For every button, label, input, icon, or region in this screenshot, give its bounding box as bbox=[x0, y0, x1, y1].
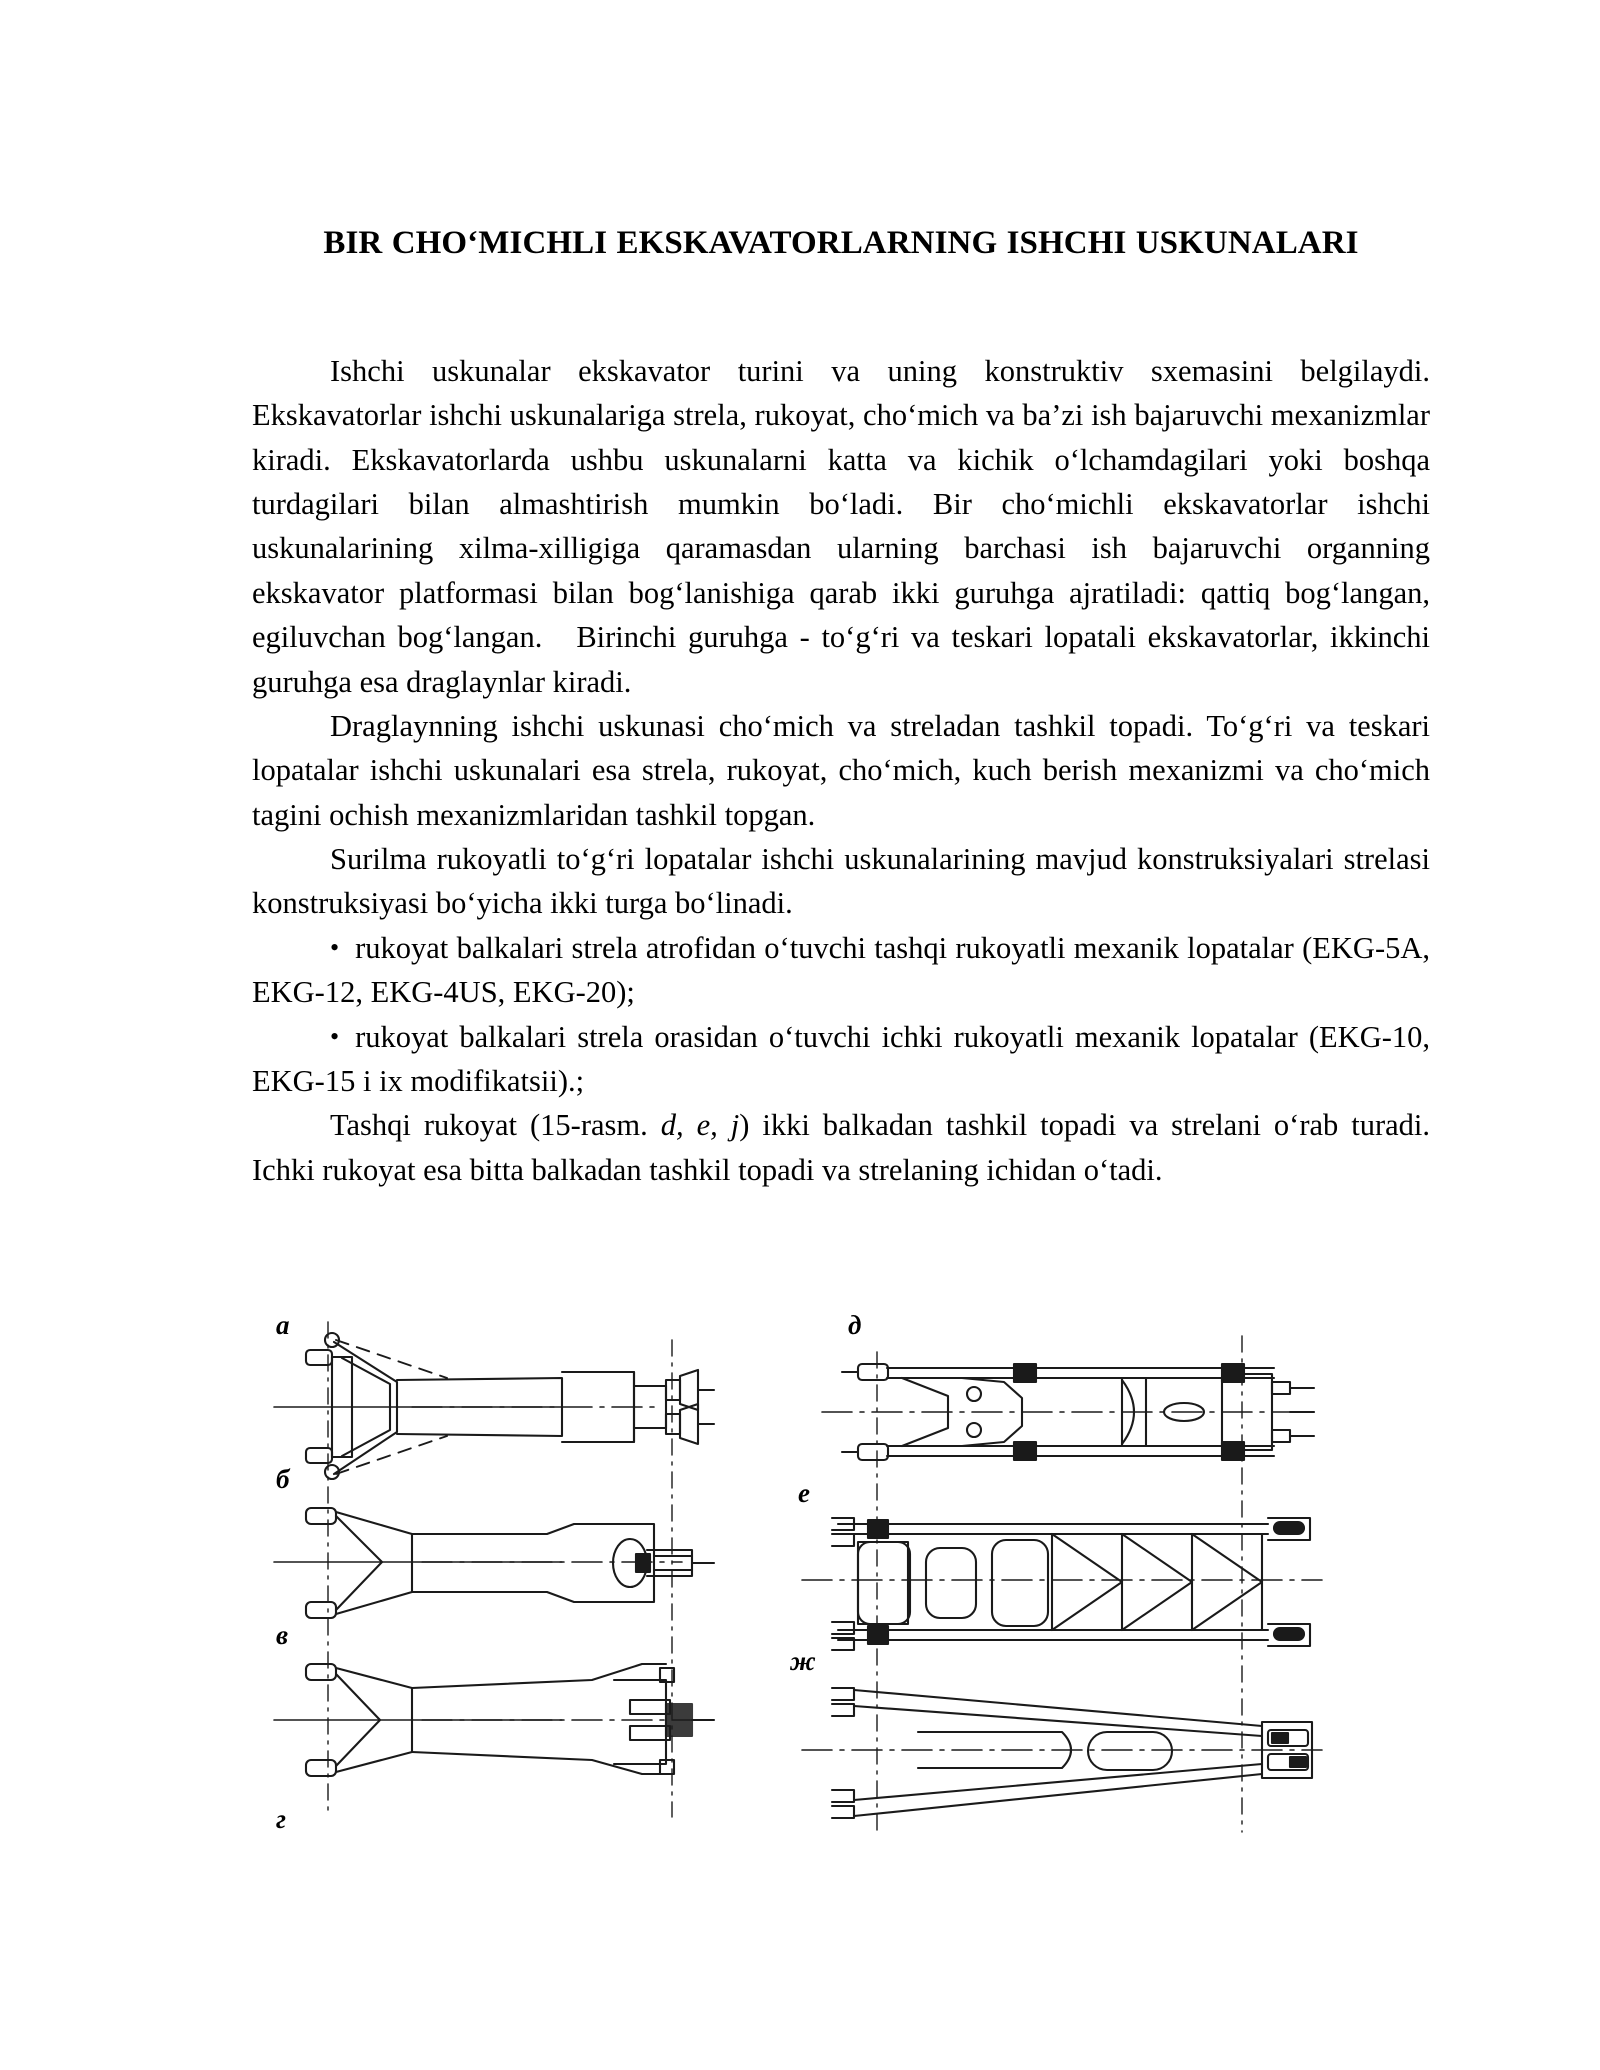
paragraph-1 bbox=[252, 349, 1430, 704]
figure-reference-prefix: Tashqi rukoyat (15-rasm. bbox=[330, 1108, 661, 1143]
paragraph-2-text: Birinchi guruhga - to‘g‘ri va teskari lopatali ekskavatorlar, ikkinchi guruhga esa draglaynlar kiradi. bbox=[252, 620, 1430, 699]
figure-reference-letters: d, e, j bbox=[660, 1108, 740, 1143]
figure-label-zh: ж bbox=[790, 1646, 816, 1676]
bullet-item-2 bbox=[252, 1015, 1430, 1104]
excavator-dipper-handle-drawing bbox=[262, 1312, 1362, 1872]
figure-label-v: в bbox=[276, 1620, 289, 1650]
bullet-marker-icon: • bbox=[330, 932, 340, 962]
figure-label-e: е bbox=[798, 1478, 810, 1508]
paragraph-4 bbox=[252, 837, 1430, 926]
bullet-item-2-text: rukoyat balkalari strela orasidan o‘tuvchi ichki rukoyatli mexanik lopatalar (EKG-10, EKG-15 i ix modifikatsii).; bbox=[252, 1019, 1430, 1098]
body-text bbox=[252, 349, 1430, 1192]
figure-label-d: д bbox=[848, 1312, 862, 1340]
view-a-drawing bbox=[274, 1333, 714, 1479]
figure-label-a: а bbox=[276, 1312, 290, 1340]
paragraph-4-text: Surilma rukoyatli to‘g‘ri lopatalar ishchi uskunalarining mavjud konstruksiyalari strelasi konstruksiyasi bo‘yicha ikki turga bo‘linadi. bbox=[252, 842, 1430, 921]
paragraph-1-text: Ishchi uskunalar ekskavator turini va uning konstruktiv sxemasini belgilaydi. Ekskavatorlar ishchi uskunalariga strela, rukoyat, cho‘mich va ba’zi ish bajaruvchi mexanizmlar kiradi. Ekskavatorlarda ushbu uskunalarni katta va kichik o‘lchamdagilari yoki boshqa turdagilari bilan almashtirish mumkin bo‘ladi. Bir cho‘michli ekskavatorlar ishchi uskunalarining xilma-xilligiga qaramasdan ularning barchasi ish bajaruvchi organning ekskavator platformasi bilan bog‘lanishiga qarab ikki guruhga ajratiladi: qattiq bog‘langan, egiluvchan bog‘langan. bbox=[252, 353, 1430, 655]
paragraph-3 bbox=[252, 704, 1430, 837]
figure-label-b: б bbox=[276, 1464, 290, 1494]
view-zh-drawing bbox=[802, 1688, 1322, 1818]
view-e-drawing bbox=[802, 1518, 1322, 1650]
view-b-drawing bbox=[274, 1508, 714, 1618]
paragraph-5 bbox=[252, 1103, 1430, 1192]
page-title: BIR CHO‘MICHLI EKSKAVATORLARNING ISHCHI USKUNALARI bbox=[323, 225, 1359, 261]
technical-drawing-figure bbox=[262, 1312, 1362, 1872]
page-content bbox=[252, 0, 1430, 1192]
paragraph-3-text: Draglaynning ishchi uskunasi cho‘mich va streladan tashkil topadi. To‘g‘ri va teskari lopatalar ishchi uskunalari esa strela, rukoyat, cho‘mich, kuch berish mexanizmi va cho‘mich tagini ochish mexanizmlaridan tashkil topgan. bbox=[252, 708, 1430, 832]
figure-reference-suffix: ) ikki balkadan tashkil topadi va strelani o‘rab turadi. Ichki rukoyat esa bitta balkadan tashkil topadi va strelaning ichidan o‘tadi. bbox=[252, 1108, 1431, 1187]
bullet-item-1 bbox=[252, 926, 1430, 1015]
datum-line-left bbox=[328, 1322, 672, 1817]
figure-label-g: г bbox=[276, 1804, 286, 1834]
view-v-drawing bbox=[274, 1664, 714, 1776]
bullet-marker-icon: • bbox=[330, 1021, 340, 1051]
bullet-item-1-text: rukoyat balkalari strela atrofidan o‘tuvchi tashqi rukoyatli mexanik lopatalar (EKG-5A, EKG-12, EKG-4US, EKG-20); bbox=[252, 930, 1430, 1010]
view-d-drawing bbox=[822, 1364, 1322, 1460]
